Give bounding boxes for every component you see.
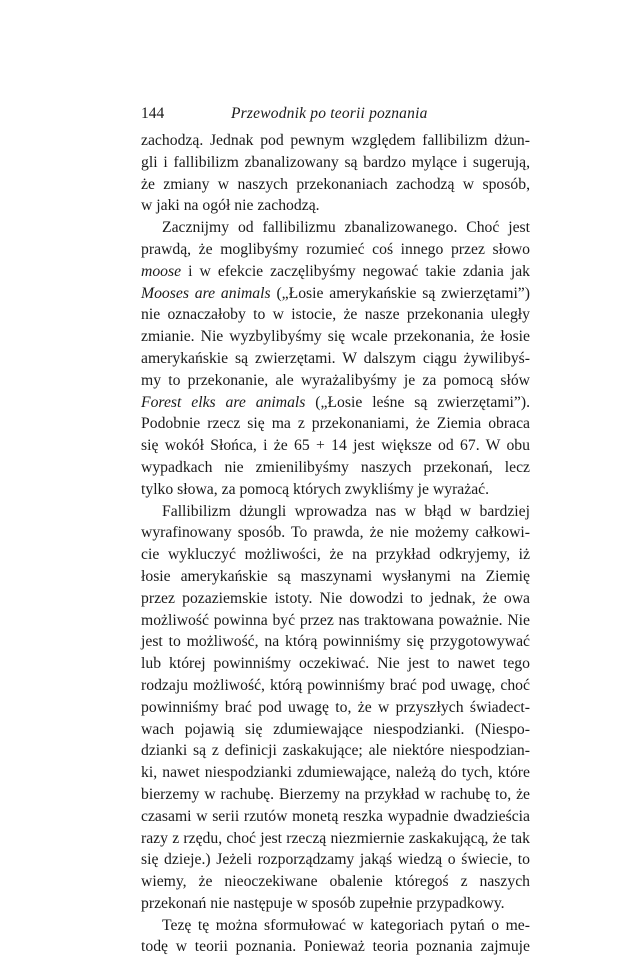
text-line [141, 522, 530, 544]
paragraph [141, 501, 530, 915]
text-segment: możliwość powinna być przez nas traktowana poważnie. Nie [141, 611, 530, 629]
text-line [141, 849, 530, 871]
text-line [141, 370, 530, 392]
text-line [141, 501, 530, 523]
text-line [141, 936, 530, 958]
running-header [141, 103, 534, 125]
text-line [141, 610, 530, 632]
text-segment: Podobnie rzecz się ma z przekonaniami, że Ziemia obraca [141, 415, 530, 433]
text-line [141, 871, 530, 893]
text-segment: jest to możliwość, na którą powinniśmy się przygotowywać [141, 633, 530, 651]
text-segment: wiemy, że nieoczekiwane obalenie któregoś z naszych [141, 873, 530, 891]
text-segment: Zacznijmy od fallibilizmu zbanalizowanego. Choć jest [162, 219, 530, 237]
text-line [141, 697, 530, 719]
text-line [141, 392, 530, 414]
text-line [141, 784, 530, 806]
text-line [141, 261, 530, 283]
text-segment: wyrafinowany sposób. To prawda, że nie możemy całkowi- [141, 524, 530, 542]
text-line [141, 588, 530, 610]
text-line [141, 326, 530, 348]
text-segment: („Łosie amerykańskie są zwierzętami”) [270, 284, 530, 302]
text-segment: rodzaju możliwość, którą powinniśmy brać pod uwagę, choć [141, 676, 530, 694]
text-line [141, 413, 530, 435]
text-segment: tylko słowa, za pomocą których zwykliśmy je wyrażać. [141, 480, 490, 498]
text-segment: wach pojawią się zdumiewające niespodzianki. (Niespo- [141, 720, 530, 738]
text-segment: amerykańskie są zwierzętami. W dalszym ciągu żywilibyś- [141, 349, 530, 367]
text-segment: się dzieje.) Jeżeli rozporządzamy jakąś wiedzą o świecie, to [141, 851, 530, 869]
text-segment: czasami w serii rzutów monetą reszka wypadnie dwadzieścia [141, 807, 530, 825]
text-segment: zachodzą. Jednak pod pewnym względem fallibilizm dżun- [141, 132, 530, 149]
text-line [141, 806, 530, 828]
text-segment: dzianki są z definicji zaskakujące; ale niektóre niespodzian- [141, 742, 530, 760]
text-segment: przez pozaziemskie istoty. Nie dowodzi to jednak, że owa [141, 589, 530, 607]
text-line [141, 348, 530, 370]
running-title: Przewodnik po teorii poznania [231, 105, 428, 122]
text-segment: w jaki na ogół nie zachodzą. [141, 197, 320, 215]
text-segment: że zmiany w naszych przekonaniach zachodzą w sposób, [141, 175, 530, 193]
text-segment: Tezę tę można sformułować w kategoriach pytań o me- [162, 916, 530, 934]
text-segment: nie oznaczałoby to w istocie, że nasze przekonania uległy [141, 306, 530, 324]
text-line [141, 740, 530, 762]
text-line [141, 915, 530, 937]
text-segment: ki, nawet niespodzianki zdumiewające, należą do tych, które [141, 764, 530, 782]
text-line [141, 457, 530, 479]
text-line [141, 653, 530, 675]
text-segment: wypadkach nie zmienilibyśmy naszych przekonań, lecz [141, 458, 530, 476]
text-segment: my to przekonanie, ale wyrażalibyśmy je za pomocą słów [141, 371, 530, 389]
paragraph [141, 130, 530, 217]
text-segment: bierzemy w rachubę. Bierzemy na przykład w rachubę to, że [141, 785, 530, 803]
text-line [141, 435, 530, 457]
text-line [141, 719, 530, 741]
text-segment: prawdą, że moglibyśmy rozumieć coś innego przez słowo [141, 240, 530, 258]
text-line [141, 217, 530, 239]
text-segment: lub której powinniśmy oczekiwać. Nie jest to nawet tego [141, 655, 530, 673]
text-segment: łosie amerykańskie są maszynami wysłanymi na Ziemię [141, 567, 530, 585]
text-line [141, 304, 530, 326]
italic-text: moose [141, 262, 182, 280]
text-segment: się wokół Słońca, i że 65 + 14 jest większe od 67. W obu [141, 437, 530, 455]
paragraph [141, 217, 530, 500]
text-line [141, 631, 530, 653]
italic-text: Mooses are animals [141, 284, 271, 302]
text-line [141, 893, 530, 915]
text-line [141, 195, 530, 217]
text-segment: zmianie. Nie wyzbylibyśmy się wcale przekonania, że łosie [141, 328, 530, 346]
text-line [141, 675, 530, 697]
text-segment: razy z rzędu, choć jest rzeczą niezmiernie zaskakującą, że tak [141, 829, 530, 847]
text-line [141, 283, 530, 305]
italic-text: Forest elks are animals [141, 393, 306, 411]
text-segment: todę w teorii poznania. Ponieważ teoria poznania zajmuje [141, 938, 530, 956]
text-segment: i w efekcie zaczęlibyśmy negować takie zdania jak [181, 262, 530, 280]
paragraph [141, 915, 530, 958]
text-line [141, 174, 530, 196]
text-line [141, 544, 530, 566]
text-line [141, 152, 530, 174]
page-number: 144 [141, 105, 165, 122]
text-line [141, 479, 530, 501]
text-segment: cie wykluczyć możliwości, że na przykład odkryjemy, iż [141, 546, 530, 564]
text-segment: („Łosie leśne są zwierzętami”). [305, 393, 530, 411]
text-segment: gli i fallibilizm zbanalizowany są bardzo mylące i sugerują, [141, 153, 530, 171]
text-line [141, 239, 530, 261]
body-text [141, 130, 530, 958]
text-line [141, 828, 530, 850]
text-line [141, 566, 530, 588]
text-segment: powinniśmy brać pod uwagę to, że w przyszłych świadect- [141, 698, 530, 716]
text-segment: przekonań nie następuje w sposób zupełnie przypadkowy. [141, 894, 505, 912]
text-line [141, 762, 530, 784]
text-segment: Fallibilizm dżungli wprowadza nas w błąd w bardziej [162, 502, 530, 520]
text-line [141, 130, 530, 152]
